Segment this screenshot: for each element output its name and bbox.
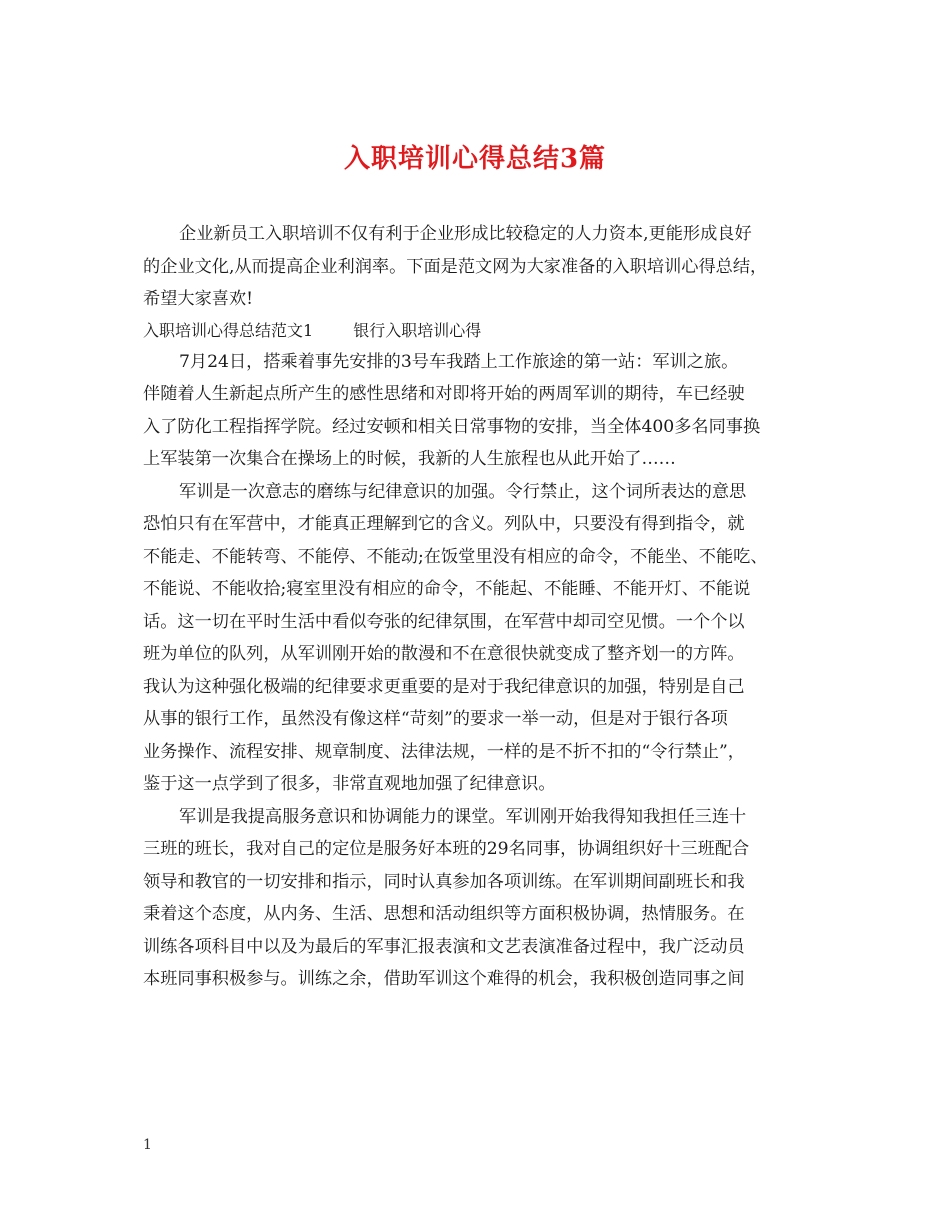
text-line: 伴随着人生新起点所产生的感性思绪和对即将开始的两周军训的期待，车已经驶 [143, 384, 745, 404]
paragraph-2 [143, 476, 818, 801]
paragraph-1 [143, 346, 818, 476]
document-body [143, 218, 818, 996]
text-line: 领导和教官的一切安排和指示，同时认真参加各项训练。在军训期间副班长和我 [143, 871, 745, 892]
text-line: 训练各项科目中以及为最后的军事汇报表演和文艺表演准备过程中，我广泛动员 [143, 936, 745, 957]
text-line: 7月24日，搭乘着事先安排的3号车我踏上工作旅途的第一站：军训之旅。 [179, 351, 739, 372]
text-line: 军训是我提高服务意识和协调能力的课堂。军训刚开始我得知我担任三连十 [179, 806, 747, 827]
text-line: 我认为这种强化极端的纪律要求更重要的是对于我纪律意识的加强，特别是自己 [143, 676, 745, 697]
text-line: 入了防化工程指挥学院。经过安顿和相关日常事物的安排，当全体400多名同事换 [143, 416, 761, 437]
text-line: 班为单位的队列，从军训刚开始的散漫和不在意很快就变成了整齐划一的方阵。 [143, 644, 745, 664]
section-heading-right: 银行入职培训心得 [353, 320, 482, 340]
text-line: 的企业文化,从而提高企业利润率。下面是范文网为大家准备的入职培训心得总结， [143, 256, 768, 277]
page-number: 1 [143, 1137, 152, 1153]
text-line: 本班同事积极参与。训练之余，借助军训这个难得的机会，我积极创造同事之间 [143, 969, 745, 989]
text-line: 上军装第一次集合在操场上的时候，我新的人生旅程也从此开始了…… [143, 449, 676, 469]
text-line: 军训是一次意志的磨练与纪律意识的加强。令行禁止，这个词所表达的意思 [179, 481, 747, 502]
text-line: 从事的银行工作，虽然没有像这样“苛刻”的要求一举一动，但是对于银行各项 [143, 709, 728, 729]
document-title: 入职培训心得总结3篇 [343, 144, 607, 174]
intro-paragraph [143, 218, 818, 316]
text-line: 恐怕只有在军营中，才能真正理解到它的含义。列队中，只要没有得到指令，就 [143, 514, 745, 534]
paragraph-3 [143, 801, 818, 996]
section-heading-left: 入职培训心得总结范文1 [143, 320, 314, 340]
text-line: 不能走、不能转弯、不能停、不能动;在饭堂里没有相应的命令，不能坐、不能吃、 [143, 546, 768, 567]
text-line: 不能说、不能收拾;寝室里没有相应的命令，不能起、不能睡、不能开灯、不能说 [143, 579, 751, 599]
section-heading [143, 316, 818, 346]
text-line: 企业新员工入职培训不仅有利于企业形成比较稳定的人力资本,更能形成良好 [179, 224, 752, 244]
text-line: 秉着这个态度，从内务、生活、思想和活动组织等方面积极协调，热情服务。在 [143, 904, 745, 924]
text-line: 三班的班长，我对自己的定位是服务好本班的29名同事，协调组织好十三班配合 [143, 839, 750, 859]
text-line: 话。这一切在平时生活中看似夸张的纪律氛围，在军营中却司空见惯。一个个以 [143, 611, 745, 632]
text-line: 业务操作、流程安排、规章制度、法律法规，一样的是不折不扣的“令行禁止”， [143, 741, 745, 762]
text-line: 希望大家喜欢! [143, 289, 254, 309]
text-line: 鉴于这一点学到了很多，非常直观地加强了纪律意识。 [143, 774, 556, 794]
